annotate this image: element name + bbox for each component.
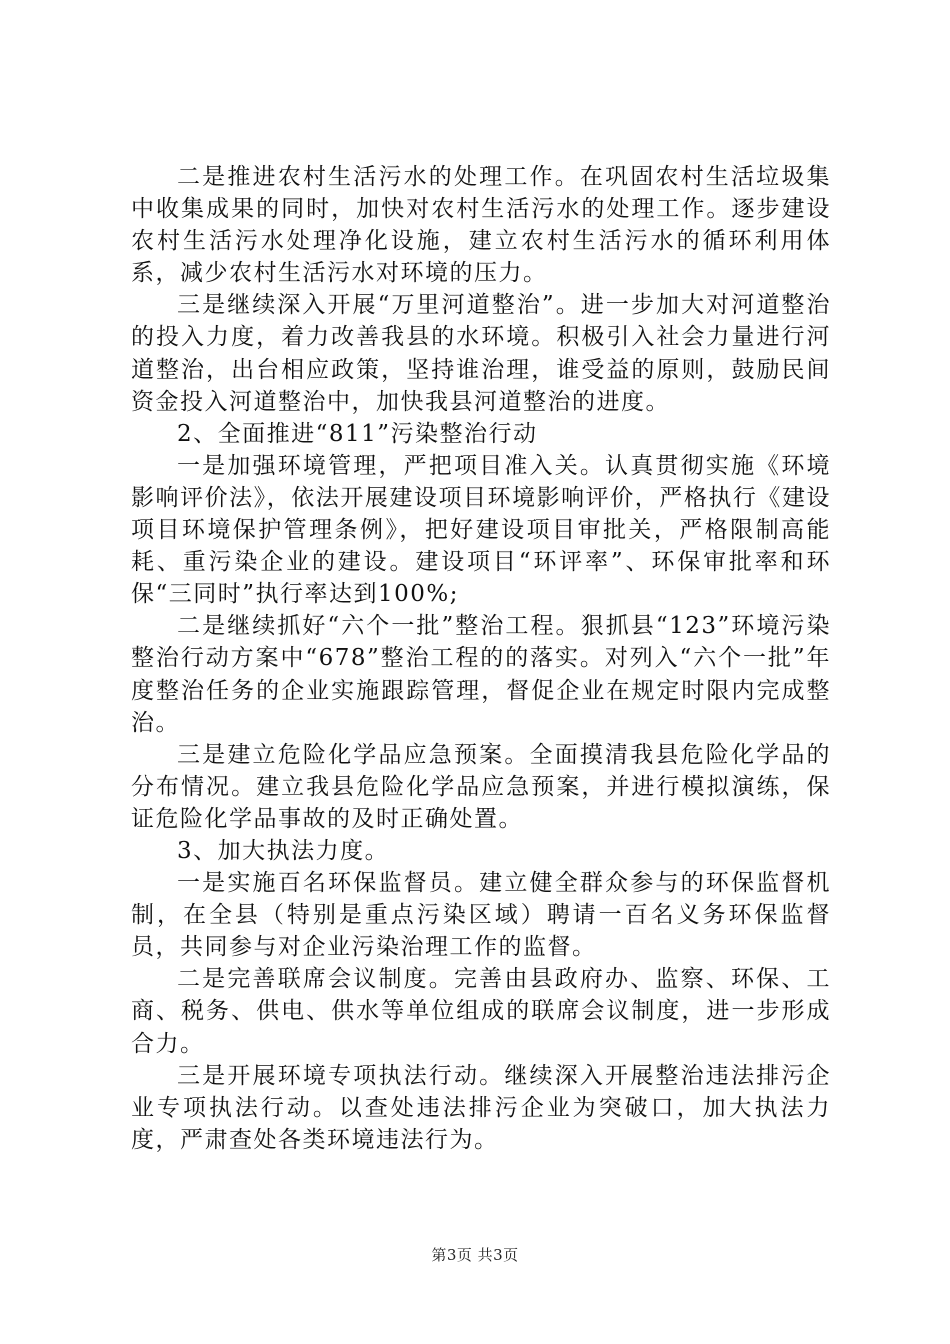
page-footer: 第3页 共3页	[431, 1246, 519, 1264]
paragraph-joint-meeting: 二是完善联席会议制度。完善由县政府办、监察、环保、工商、税务、供电、供水等单位组成的联席会议制度，进一步形成合力。	[131, 966, 831, 1057]
paragraph-hazardous-chemicals: 三是建立危险化学品应急预案。全面摸清我县危险化学品的分布情况。建立我县危险化学品应急预案，并进行模拟演练，保证危险化学品事故的及时正确处置。	[131, 741, 831, 832]
paragraph-rural-sewage: 二是推进农村生活污水的处理工作。在巩固农村生活垃圾集中收集成果的同时，加快对农村生活污水的处理工作。逐步建设农村生活污水处理净化设施，建立农村生活污水的循环利用体系，减少农村生活污水对环境的压力。	[131, 164, 831, 287]
paragraph-river-regulation: 三是继续深入开展“万里河道整治”。进一步加大对河道整治的投入力度，着力改善我县的水环境。积极引入社会力量进行河道整治，出台相应政策，坚持谁治理，谁受益的原则，鼓励民间资金投入河道整治中，加快我县河道整治的进度。	[131, 292, 831, 415]
paragraph-special-enforcement: 三是开展环境专项执法行动。继续深入开展整治违法排污企业专项执法行动。以查处违法排污企业为突破口，加大执法力度，严肃查处各类环境违法行为。	[131, 1062, 831, 1153]
paragraph-environment-management: 一是加强环境管理，严把项目准入关。认真贯彻实施《环境影响评价法》，依法开展建设项目环境影响评价，严格执行《建设项目环境保护管理条例》，把好建设项目审批关，严格限制高能耗、重污染企业的建设。建设项目“环评率”、环保审批率和环保“三同时”执行率达到100%;	[131, 452, 831, 608]
document-body	[131, 161, 831, 1156]
paragraph-six-batches: 二是继续抓好“六个一批”整治工程。狠抓县“123”环境污染整治行动方案中“678”整治工程的的落实。对列入“六个一批”年度整治任务的企业实施跟踪管理，督促企业在规定时限内完成整治。	[131, 613, 831, 736]
paragraph-supervisors: 一是实施百名环保监督员。建立健全群众参与的环保监督机制，在全县（特别是重点污染区域）聘请一百名义务环保监督员，共同参与对企业污染治理工作的监督。	[131, 870, 831, 961]
section-heading-law-enforcement: 3、加大执法力度。	[177, 837, 390, 864]
section-heading-811-pollution: 2、全面推进“811”污染整治行动	[177, 420, 538, 447]
